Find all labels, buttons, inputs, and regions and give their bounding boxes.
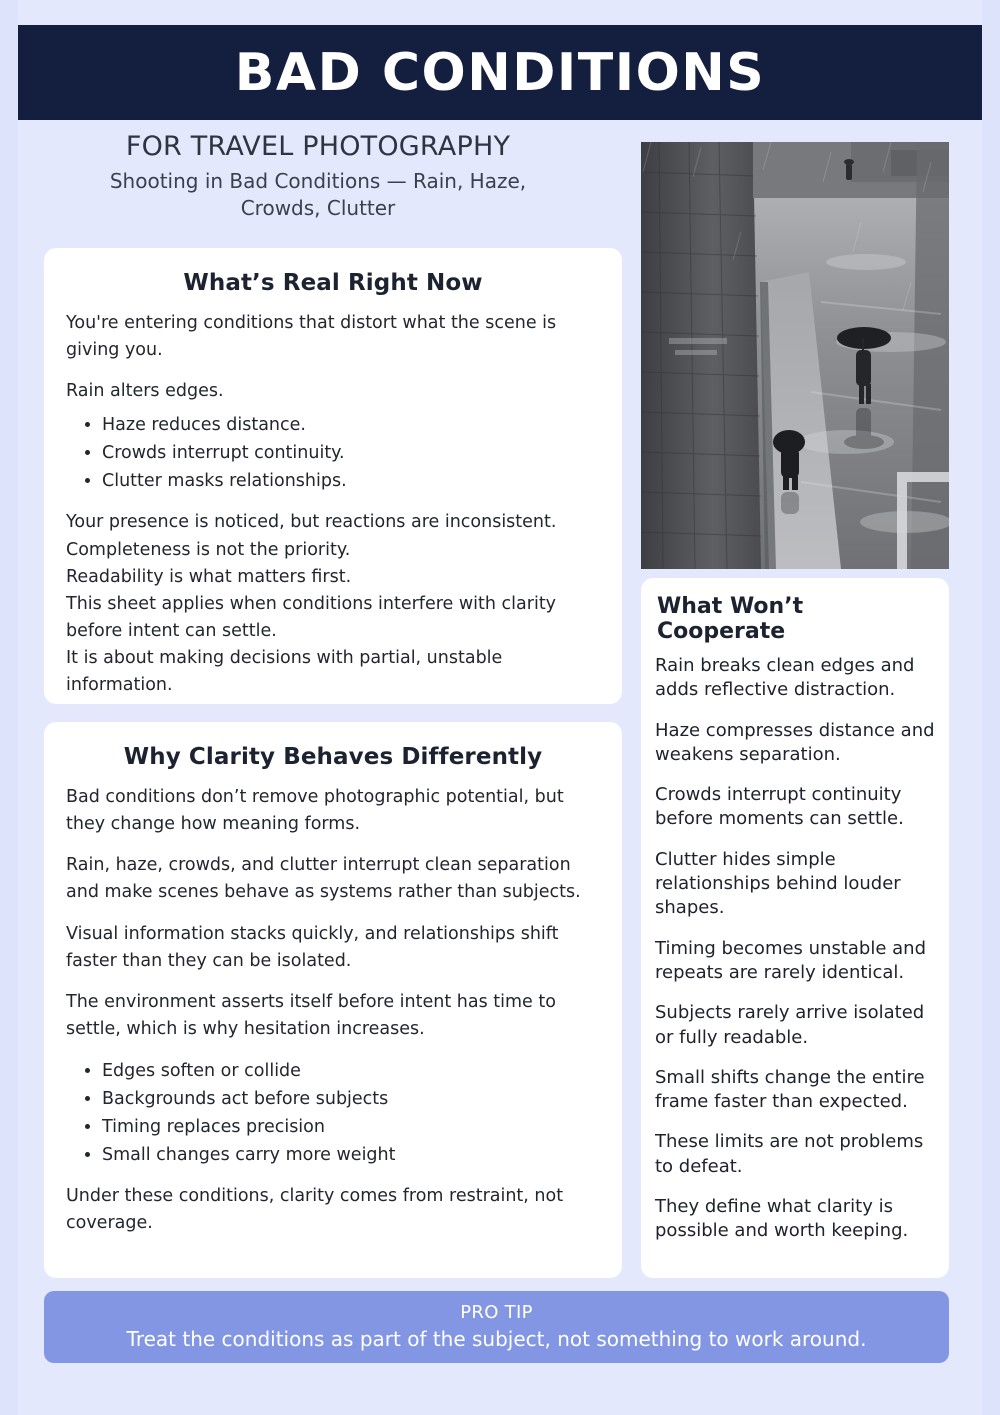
card-whats-real-p6: This sheet applies when conditions interfere with clarity before intent can settle. bbox=[66, 593, 557, 641]
pro-tip-banner bbox=[44, 1291, 949, 1363]
cooperate-para: Crowds interrupt continuity before moments can settle. bbox=[655, 784, 904, 830]
list-item: • Small changes carry more weight bbox=[102, 1141, 600, 1169]
card-whats-real-p5: Readability is what matters first. bbox=[66, 566, 352, 587]
card-why-clarity-bullets bbox=[66, 1057, 600, 1169]
list-item: • Edges soften or collide bbox=[102, 1057, 600, 1085]
list-item: • Timing replaces precision bbox=[102, 1113, 600, 1141]
pro-tip-text: Treat the conditions as part of the subject, not something to work around. bbox=[126, 1326, 867, 1351]
card-why-clarity-p3: Visual information stacks quickly, and relationships shift faster than they can be isolated. bbox=[66, 923, 559, 971]
cooperate-para: Haze compresses distance and weakens separation. bbox=[655, 719, 935, 765]
card-why-clarity bbox=[44, 722, 622, 1278]
cooperate-para: Clutter hides simple relationships behind louder shapes. bbox=[655, 848, 901, 919]
card-whats-real bbox=[44, 248, 622, 704]
card-whats-real-p1: You're entering conditions that distort what the scene is giving you. bbox=[66, 313, 557, 361]
card-whats-real-p7: It is about making decisions with partial, unstable information. bbox=[66, 648, 503, 696]
card-what-wont-cooperate-title: What Won’t Cooperate bbox=[657, 594, 804, 644]
cooperate-para: These limits are not problems to defeat. bbox=[655, 1131, 924, 1177]
list-item: • Crowds interrupt continuity. bbox=[102, 439, 600, 467]
card-why-clarity-p5: Under these conditions, clarity comes from restraint, not coverage. bbox=[66, 1186, 564, 1234]
cooperate-para: Subjects rarely arrive isolated or fully readable. bbox=[655, 1002, 925, 1048]
card-whats-real-p2: Rain alters edges. bbox=[66, 381, 224, 402]
card-why-clarity-title: Why Clarity Behaves Differently bbox=[123, 744, 543, 770]
card-why-clarity-p1: Bad conditions don’t remove photographic potential, but they change how meaning forms. bbox=[66, 787, 564, 835]
list-item: • Backgrounds act before subjects bbox=[102, 1085, 600, 1113]
card-whats-real-title: What’s Real Right Now bbox=[183, 270, 483, 296]
subheader-subtitle: Shooting in Bad Conditions — Rain, Haze, Crowds, Clutter bbox=[109, 168, 527, 220]
cooperate-para: Rain breaks clean edges and adds reflective distraction. bbox=[655, 655, 915, 701]
subheader bbox=[18, 130, 618, 222]
card-why-clarity-p2: Rain, haze, crowds, and clutter interrupt clean separation and make scenes behave as systems rather than subjects. bbox=[66, 855, 581, 903]
header-banner bbox=[18, 25, 982, 120]
cooperate-para: They define what clarity is possible and worth keeping. bbox=[655, 1196, 909, 1242]
rainy-street-photo bbox=[641, 142, 949, 569]
list-item: • Haze reduces distance. bbox=[102, 411, 600, 439]
list-item: • Clutter masks relationships. bbox=[102, 467, 600, 495]
card-whats-real-bullets bbox=[66, 411, 600, 495]
cooperate-para: Timing becomes unstable and repeats are rarely identical. bbox=[655, 937, 927, 983]
page-title: BAD CONDITIONS bbox=[234, 42, 766, 103]
card-why-clarity-p4: The environment asserts itself before intent has time to settle, which is why hesitation increases. bbox=[66, 991, 556, 1039]
card-whats-real-p4: Completeness is not the priority. bbox=[66, 539, 351, 560]
subheader-title: FOR TRAVEL PHOTOGRAPHY bbox=[125, 131, 511, 162]
card-what-wont-cooperate bbox=[641, 578, 949, 1278]
card-whats-real-p3: Your presence is noticed, but reactions are inconsistent. bbox=[66, 512, 557, 533]
pro-tip-label: PRO TIP bbox=[460, 1302, 533, 1324]
cooperate-para: Small shifts change the entire frame faster than expected. bbox=[655, 1066, 925, 1113]
